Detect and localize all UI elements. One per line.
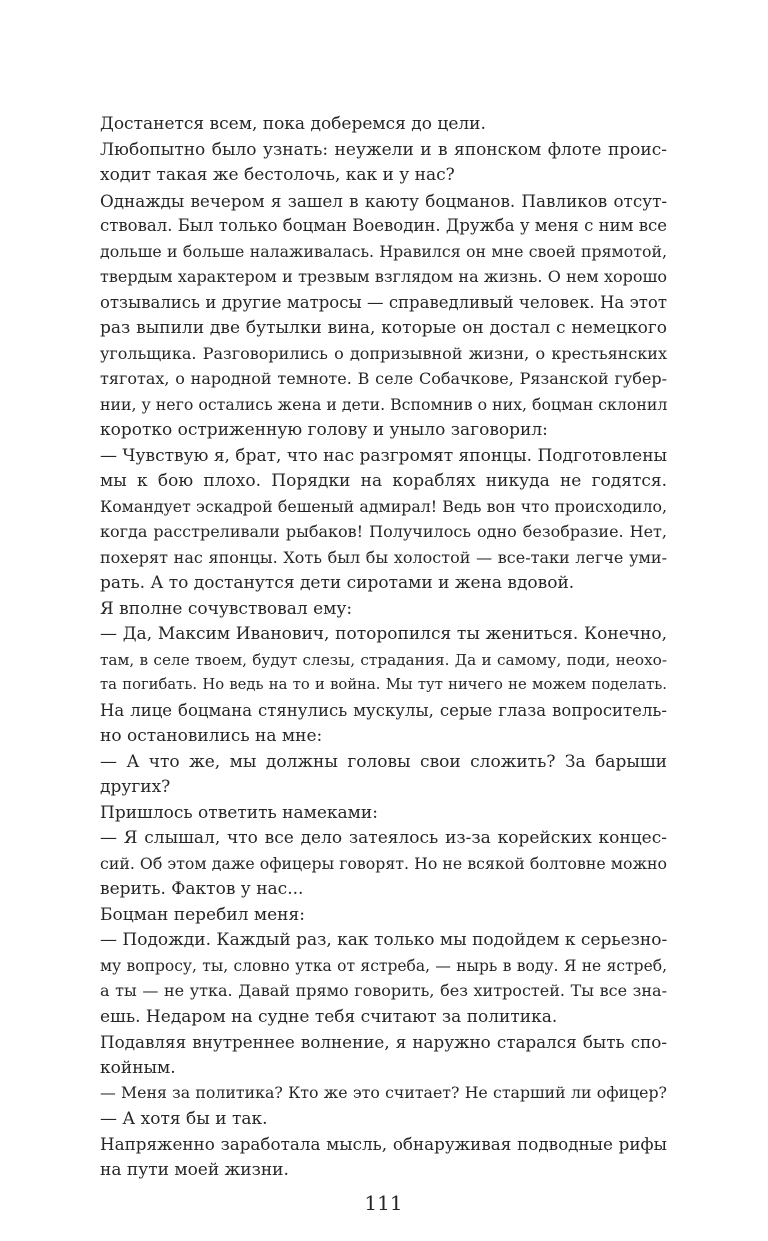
text-line: — Подожди. Каждый раз, как только мы подойдем к серьезно- — [100, 930, 668, 950]
text-line: Пришлось ответить намеками: — [100, 803, 378, 823]
text-line: когда расстреливали рыбаков! Получилось одно безобразие. Нет, — [100, 522, 667, 541]
text-line: угольщика. Разговорились о допризывной жизни, о крестьянских — [100, 344, 667, 363]
text-line: Любопытно было узнать: неужели и в японском флоте проис- — [100, 140, 667, 160]
text-line: рать. А то достанутся дети сиротами и жена вдовой. — [100, 573, 575, 593]
text-line: ходит такая же бестолочь, как и у нас? — [100, 165, 455, 185]
text-line: тяготах, о народной темноте. В селе Собачкове, Рязанской губер- — [100, 369, 667, 388]
text-line: Боцман перебил меня: — [100, 905, 305, 925]
text-line: ствовал. Был только боцман Воеводин. Дружба у меня с ним все — [100, 216, 667, 235]
page-number: 111 — [364, 1191, 403, 1215]
text-line: сий. Об этом даже офицеры говорят. Но не всякой болтовне можно — [100, 854, 667, 873]
text-line: Однажды вечером я зашел в каюту боцманов. Павликов отсут- — [100, 191, 667, 211]
text-line: Достанется всем, пока доберемся до цели. — [100, 114, 486, 134]
text-line: Напряженно заработала мысль, обнаруживая подводные рифы — [100, 1134, 667, 1154]
text-line: верить. Фактов у нас... — [100, 879, 304, 899]
text-line: На лице боцмана стянулись мускулы, серые глаза вопроситель- — [100, 701, 667, 720]
text-line: та погибать. Но ведь на то и война. Мы тут ничего не можем поделать. — [100, 676, 667, 693]
page-number-container — [100, 0, 667, 1241]
text-line: му вопросу, ты, словно утка от ястреба, — нырь в воду. Я не ястреб, — [100, 957, 667, 975]
text-line: Командует эскадрой бешеный адмирал! Ведь вон что происходило, — [100, 497, 667, 516]
text-line: а ты — не утка. Давай прямо говорить, без хитростей. Ты все зна- — [100, 981, 667, 1000]
text-line: — Меня за политика? Кто же это считает? Не старший ли офицер? — [100, 1083, 667, 1102]
text-line: раз выпили две бутылки вина, которые он достал с немецкого — [100, 318, 667, 338]
text-line: дольше и больше налаживалась. Нравился он мне своей прямотой, — [100, 242, 667, 261]
text-line: — А хотя бы и так. — [100, 1109, 268, 1129]
text-line: — А что же, мы должны головы свои сложить? За барыши — [100, 752, 667, 772]
text-line: коротко остриженную голову и уныло заговорил: — [100, 420, 548, 440]
text-line: похерят нас японцы. Хоть был бы холостой — все-таки легче уми- — [100, 548, 667, 567]
text-line: мы к бою плохо. Порядки на кораблях никуда не годятся. — [100, 471, 667, 491]
text-line: койным. — [100, 1058, 176, 1078]
text-line: нии, у него остались жена и дети. Вспомнив о них, боцман склонил — [100, 395, 668, 414]
text-line: других? — [100, 777, 171, 797]
text-line: Подавляя внутреннее волнение, я наружно старался быть спо- — [100, 1032, 667, 1052]
text-line: твердым характером и трезвым взглядом на жизнь. О нем хорошо — [100, 267, 667, 286]
text-line: Я вполне сочувствовал ему: — [100, 599, 353, 619]
text-line: — Я слышал, что все дело затеялось из-за корейских концес- — [100, 828, 667, 848]
text-line: — Чувствую я, брат, что нас разгромят японцы. Подготовлены — [100, 446, 668, 466]
text-line: ешь. Недаром на судне тебя считают за политика. — [100, 1007, 558, 1027]
text-line: отзывались и другие матросы — справедливый человек. На этот — [100, 293, 667, 312]
text-line: — Да, Максим Иванович, поторопился ты жениться. Конечно, — [100, 624, 667, 644]
text-line: там, в селе твоем, будут слезы, страдания. Да и самому, поди, неохо- — [100, 651, 667, 669]
text-line: но остановились на мне: — [100, 726, 323, 746]
text-line: на пути моей жизни. — [100, 1160, 289, 1180]
